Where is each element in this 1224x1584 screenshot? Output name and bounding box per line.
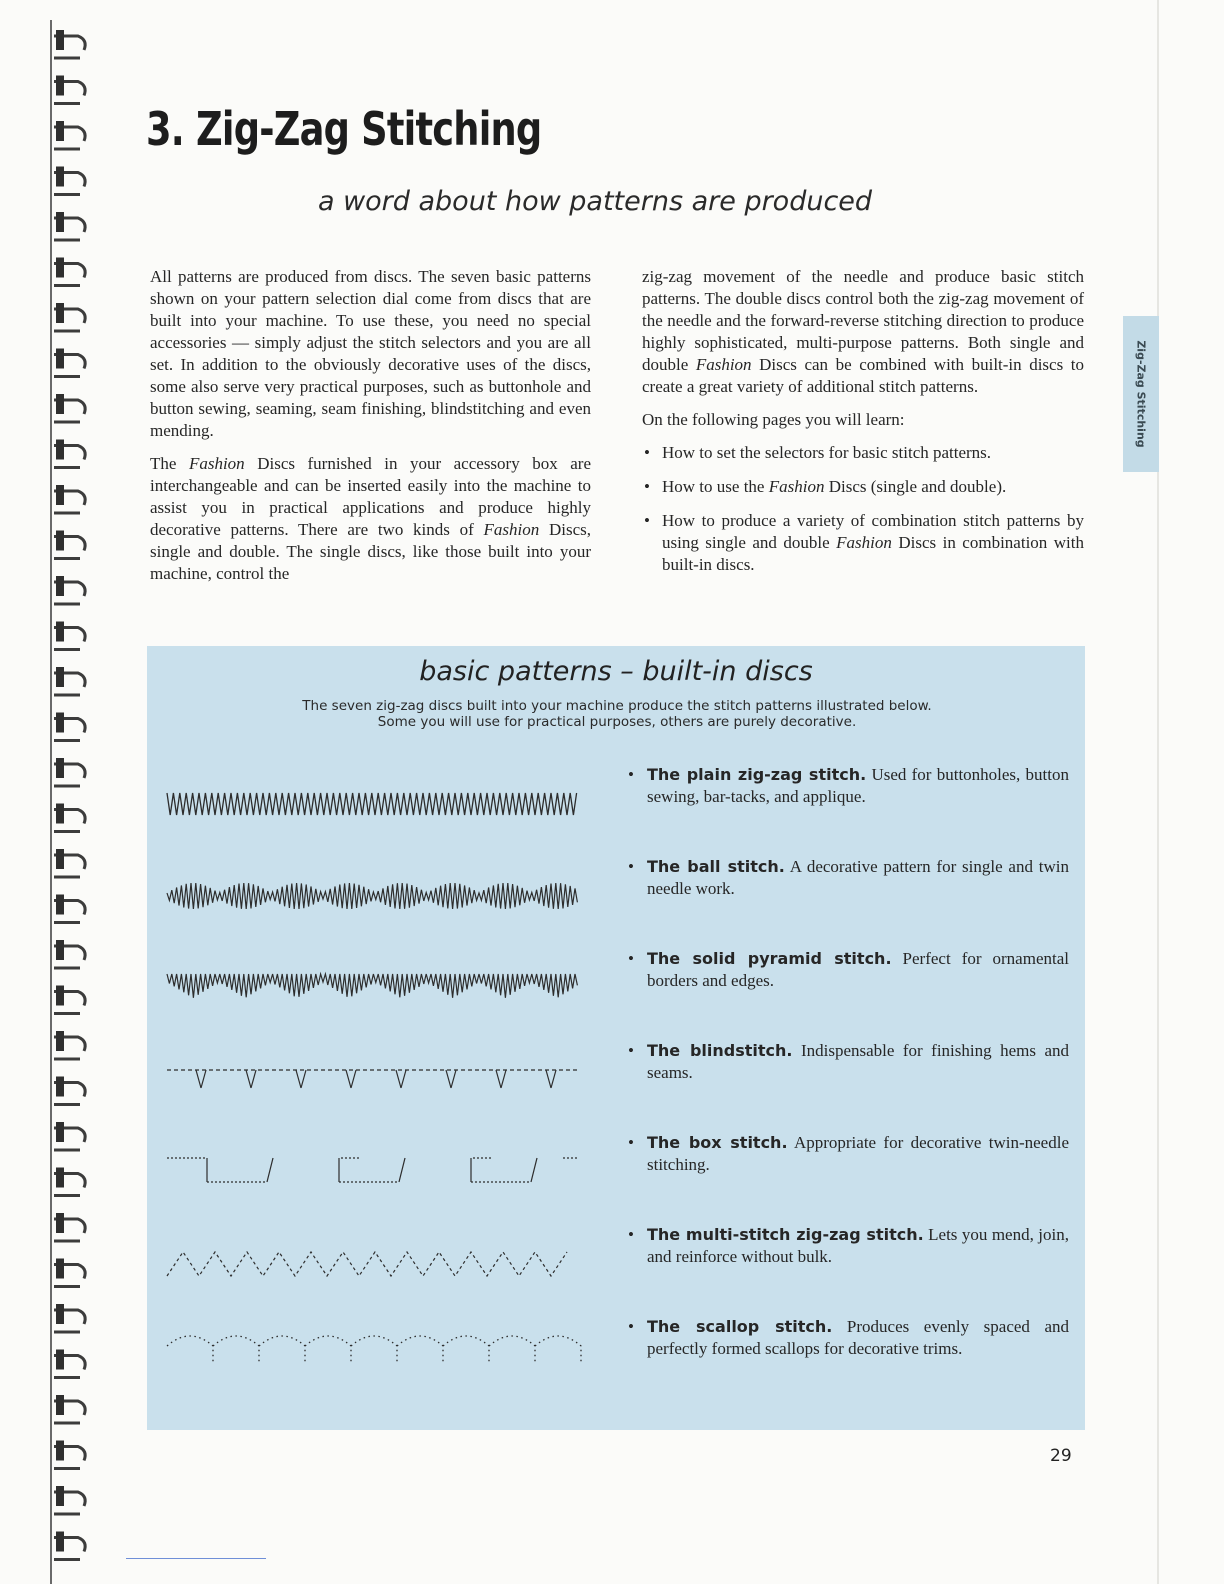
list-item: • How to produce a variety of combination stitch patterns by using single and double Fashion Discs in combination with built-in discs.	[642, 510, 1084, 576]
intro-column-right	[642, 266, 1084, 588]
multi-stitch-zigzag-drawing	[167, 1252, 567, 1276]
page-number: 29	[1050, 1446, 1072, 1466]
stitch-item-solid-pyramid: • The solid pyramid stitch. Perfect for ornamental borders and edges.	[627, 948, 1069, 1016]
learn-list	[642, 442, 1084, 576]
bottom-rule	[126, 1558, 266, 1559]
stitch-descriptions	[627, 764, 1069, 1408]
plain-zigzag-stitch-drawing	[167, 793, 577, 815]
box-stitch-drawing	[167, 1158, 579, 1182]
section-tab	[1123, 316, 1159, 472]
stitch-item-plain-zigzag: • The plain zig-zag stitch. Used for buttonholes, button sewing, bar-tacks, and applique.	[627, 764, 1069, 832]
page-subtitle: a word about how patterns are produced	[317, 186, 873, 217]
stitch-item-scallop: • The scallop stitch. Produces evenly spaced and perfectly formed scallops for decorative trims.	[627, 1316, 1069, 1384]
stitch-item-blindstitch: • The blindstitch. Indispensable for finishing hems and seams.	[627, 1040, 1069, 1108]
stitch-item-box: • The box stitch. Appropriate for decorative twin-needle stitching.	[627, 1132, 1069, 1200]
intro-paragraph-1: All patterns are produced from discs. The seven basic patterns shown on your pattern selection dial come from discs that are built into your machine. To use these, you need no special accessories — simply adjust the stitch selectors and you are all set. In addition to the obviously decorative uses of the discs, some also serve very practical purposes, such as buttonhole and button sewing, seaming, seam finishing, blindstitching and even mending.	[150, 267, 591, 440]
stitch-item-multi-stitch-zigzag: • The multi-stitch zig-zag stitch. Lets you mend, join, and reinforce without bulk.	[627, 1224, 1069, 1292]
panel-intro: The seven zig-zag discs built into your machine produce the stitch patterns illustrated below. Some you will use for practical purposes, others are purely decorative.	[302, 698, 932, 730]
blindstitch-drawing	[167, 1070, 579, 1088]
stitch-illustrations	[159, 646, 599, 1430]
intro-paragraph-3: zig-zag movement of the needle and produce basic stitch patterns. The double discs control both the zig-zag movement of the needle and the forward-reverse stitching direction to produce highly sophisticated, multi-purpose patterns. Both single and double Fashion Discs can be combined with built-in discs to create a great variety of additional stitch patterns.	[642, 267, 1084, 396]
scallop-stitch-drawing	[167, 1336, 581, 1362]
page-title: 3. Zig-Zag Stitching	[146, 102, 542, 156]
section-tab-label: Zig-Zag Stitching	[1134, 340, 1148, 448]
list-item: • How to set the selectors for basic stitch patterns.	[642, 442, 1084, 464]
spiral-binding	[0, 0, 100, 1584]
learn-heading: On the following pages you will learn:	[642, 410, 905, 429]
intro-paragraph-2: The Fashion Discs furnished in your accessory box are interchangeable and can be inserted easily into the machine to assist you in practical applications and produce highly decorative patterns. There are two kinds of Fashion Discs, single and double. The single discs, like those built into your machine, control the	[150, 454, 592, 583]
panel-title: basic patterns – built-in discs	[419, 656, 813, 687]
ball-stitch-drawing	[167, 883, 577, 909]
stitch-item-ball: • The ball stitch. A decorative pattern for single and twin needle work.	[627, 856, 1069, 924]
basic-patterns-panel	[147, 646, 1085, 1430]
intro-column-left	[150, 266, 591, 596]
list-item: • How to use the Fashion Discs (single and double).	[642, 476, 1084, 498]
solid-pyramid-stitch-drawing	[167, 974, 577, 998]
page-edge	[1157, 0, 1159, 1584]
